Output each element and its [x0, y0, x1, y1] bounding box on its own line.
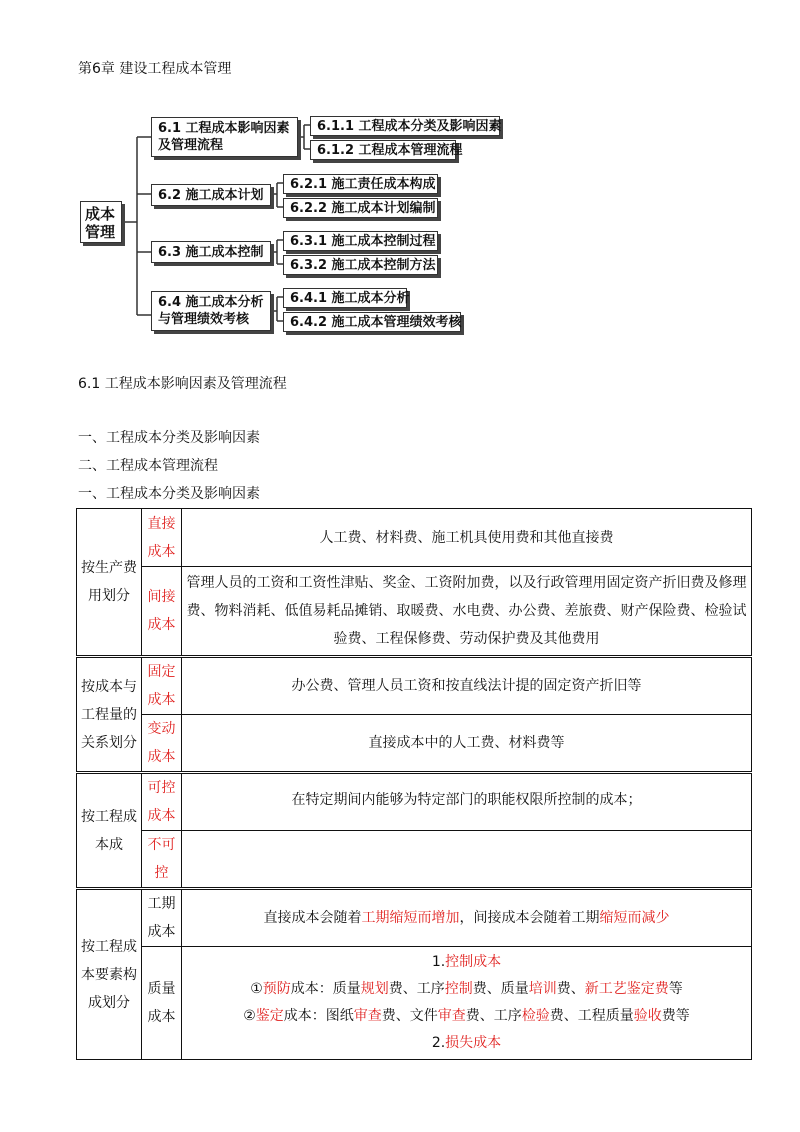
subcategory-cell: 可控成本 — [142, 773, 182, 831]
subcategory-cell: 固定成本 — [142, 657, 182, 715]
text-run: 2. — [431, 1035, 446, 1051]
table-row — [77, 773, 752, 831]
category-cell: 按成本与工程量的关系划分 — [77, 657, 142, 773]
description-cell: 办公费、管理人员工资和按直线法计提的固定资产折旧等 — [182, 657, 752, 715]
subcategory-cell: 直接成本 — [142, 509, 182, 567]
text-run: 控制成本 — [445, 954, 502, 970]
quality-line-2 — [186, 976, 747, 1003]
text-run: 费、质量 — [472, 981, 529, 997]
subcategory-cell: 不可控 — [142, 831, 182, 889]
text-run: 验收 — [633, 1008, 662, 1024]
description-cell: 管理人员的工资和工资性津贴、奖金、工资附加费，以及行政管理用固定资产折旧费及修理费、物料消耗、低值易耗品摊销、取暖费、水电费、办公费、差旅费、财产保险费、检验试验费、工程保修费、劳动保护费及其他费用 — [182, 567, 752, 657]
text-run: 直接成本会随着 — [263, 910, 362, 926]
section-title: 6.1 工程成本影响因素及管理流程 — [78, 376, 287, 392]
text-run: 等 — [668, 981, 683, 997]
text-run: 损失成本 — [445, 1035, 502, 1051]
subcategory-cell: 间接成本 — [142, 567, 182, 657]
text-run: 费等 — [661, 1008, 690, 1024]
mindmap-branch-6-4: 6.4 施工成本分析 与管理绩效考核 — [151, 291, 271, 331]
text-run: 工期缩短而增加 — [361, 910, 460, 926]
category-cell: 按工程成本成 — [77, 773, 142, 889]
mindmap-leaf-6-3-1: 6.3.1 施工成本控制过程 — [283, 231, 438, 251]
text-run: 检验 — [521, 1008, 550, 1024]
text-run: 成本：图纸 — [283, 1008, 354, 1024]
table-row — [77, 509, 752, 567]
mindmap-branch-6-2: 6.2 施工成本计划 — [151, 184, 271, 206]
description-cell: 在特定期间内能够为特定部门的职能权限所控制的成本； — [182, 773, 752, 831]
mindmap-branch-6-1: 6.1 工程成本影响因素 及管理流程 — [151, 117, 298, 157]
text-run: ，间接成本会随着工期 — [459, 910, 600, 926]
outline-item-2: 二、工程成本管理流程 — [78, 458, 218, 474]
quality-line-3 — [186, 1003, 747, 1030]
text-run: 1. — [431, 954, 446, 970]
category-cell: 按工程成本要素构成划分 — [77, 889, 142, 1060]
text-run: 费、文件 — [381, 1008, 438, 1024]
text-run: 规划 — [360, 981, 389, 997]
text-run: ② — [243, 1008, 256, 1024]
text-run: 控制 — [444, 981, 473, 997]
cost-classification-table — [76, 508, 752, 1060]
quality-line-4 — [186, 1030, 747, 1057]
table-row — [77, 567, 752, 657]
table-row — [77, 889, 752, 947]
mindmap-diagram — [0, 0, 800, 360]
text-run: 缩短而减少 — [599, 910, 670, 926]
text-run: 审查 — [437, 1008, 466, 1024]
description-cell: 直接成本中的人工费、材料费等 — [182, 715, 752, 773]
mindmap-leaf-6-1-1: 6.1.1 工程成本分类及影响因素 — [310, 116, 500, 136]
subcategory-cell: 质量成本 — [142, 947, 182, 1060]
chapter-title: 第6章 建设工程成本管理 — [78, 61, 232, 77]
text-run: 费、工程质量 — [549, 1008, 634, 1024]
description-cell — [182, 889, 752, 947]
description-cell — [182, 947, 752, 1060]
subcategory-cell: 变动成本 — [142, 715, 182, 773]
text-run: 鉴定 — [255, 1008, 284, 1024]
mindmap-branch-6-3: 6.3 施工成本控制 — [151, 241, 271, 263]
quality-line-1 — [186, 949, 747, 976]
table-row — [77, 657, 752, 715]
mindmap-leaf-6-3-2: 6.3.2 施工成本控制方法 — [283, 255, 438, 275]
text-run: 成本：质量 — [290, 981, 361, 997]
outline-item-3: 一、工程成本分类及影响因素 — [78, 486, 260, 502]
text-run: 费、工序 — [388, 981, 445, 997]
description-cell: 人工费、材料费、施工机具使用费和其他直接费 — [182, 509, 752, 567]
text-run: 新工艺鉴定费 — [584, 981, 669, 997]
text-run: 费、工序 — [465, 1008, 522, 1024]
mindmap-root: 成本 管理 — [80, 201, 122, 243]
mindmap-leaf-6-4-1: 6.4.1 施工成本分析 — [283, 288, 407, 308]
mindmap-leaf-6-4-2: 6.4.2 施工成本管理绩效考核 — [283, 312, 461, 332]
mindmap-leaf-6-2-2: 6.2.2 施工成本计划编制 — [283, 198, 438, 218]
category-cell: 按生产费用划分 — [77, 509, 142, 657]
description-cell — [182, 831, 752, 889]
text-run: ① — [250, 981, 263, 997]
subcategory-cell: 工期成本 — [142, 889, 182, 947]
table-row — [77, 831, 752, 889]
table-row — [77, 947, 752, 1060]
text-run: 费、 — [556, 981, 585, 997]
text-run: 培训 — [528, 981, 557, 997]
text-run: 审查 — [353, 1008, 382, 1024]
mindmap-leaf-6-1-2: 6.1.2 工程成本管理流程 — [310, 140, 456, 160]
text-run: 预防 — [262, 981, 291, 997]
outline-item-1: 一、工程成本分类及影响因素 — [78, 430, 260, 446]
mindmap-leaf-6-2-1: 6.2.1 施工责任成本构成 — [283, 174, 438, 194]
table-row — [77, 715, 752, 773]
